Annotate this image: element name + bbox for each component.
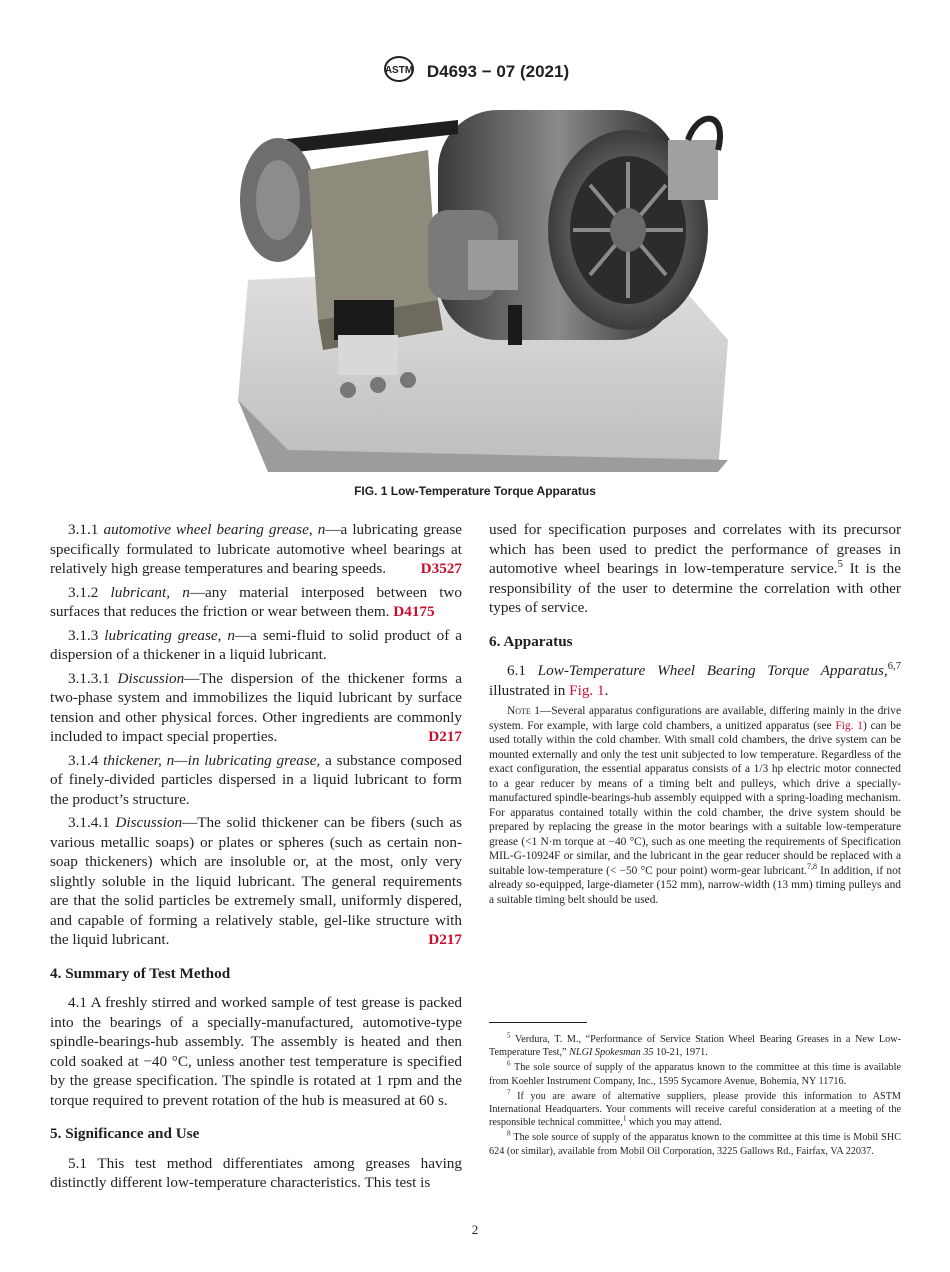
apparatus-photo <box>228 100 728 472</box>
note-1: Note 1—Several apparatus configurations are available, differing mainly in the drive system. For example, with large cold chambers, a unitized apparatus (see Fig. 1) can be used totally within the cold chamber. With small cold chambers, the drive system can be mounted externally and only the test unit subjected to low temperature. Regardless of the exact configuration, the essential apparatus consists of a 1/3 hp electric motor connected to a gear reducer by means of a timing belt and pulleys, which drive a specially-manufactured spindle-bearings-hub assembly equipped with a spring-loading mechanism. For apparatus contained totally within the cold chamber, the drive system should be prepared by replacing the grease in the motor bearings with a suitable low-temperature grease (<1 N·m torque at −40 °C), such as one meeting the requirements of Specification MIL-G-10924F or similar, and the lubricant in the gear reducer should be replaced with a suitable low-temperature (< −50 °C pour point) worm-gear lubricant.$^{7,8}$ In addition, if not already so-equipped, large-diameter (152 mm), narrow-width (13 mm) timing pulleys and a suitable timing belt should be used. <box>489 705 901 906</box>
paragraph-5-1: 5.1 This test method differentiates among greases having distinctly different low-temperature characteristics. This test is <box>50 1154 462 1191</box>
svg-text:ASTM: ASTM <box>384 65 414 76</box>
paragraph-3-1-2: 3.1.2 lubricant, n—any material interposed between two surfaces that reduces the friction or wear between them. D4175 <box>50 583 462 620</box>
reference-link[interactable]: D217 <box>428 728 462 745</box>
paragraph-3-1-1: 3.1.1 automotive wheel bearing grease, n—a lubricating grease specifically formulated to lubricate automotive wheel bearings at relatively high grease temperatures and bearing speeds. D3527 <box>50 521 462 577</box>
document-id: D4693 − 07 (2021) <box>426 61 570 81</box>
footnote-5: $^5$ Verdura, T. M., “Performance of Service Station Wheel Bearing Greases in a New Low-Temperature Test,” NLGI Spokesman 35 10-21, 1971. <box>489 1031 901 1059</box>
figure-caption: FIG. 1 Low-Temperature Torque Apparatus <box>354 484 596 498</box>
paragraph-3-1-4: 3.1.4 thickener, n—in lubricating grease, a substance composed of finely-divided particles dispersed in a liquid lubricant to form the product’s structure. <box>50 751 463 808</box>
footnote-ref[interactable]: 5 <box>837 558 843 570</box>
reference-link[interactable]: D4175 <box>393 603 435 620</box>
term: lubricating grease, n <box>104 626 235 644</box>
section-heading-4: 4. Summary of Test Method <box>50 964 231 982</box>
reference-link[interactable]: D217 <box>428 931 462 948</box>
paragraph-5-1-continued: used for specification purposes and correlates with its precursor which has been used to predict the performance of greases in automotive wheel bearings in low-temperature service.$^5$ It is the responsibility of the user to determine the correlation with other types of service. <box>489 521 902 616</box>
term: thickener, n—in lubricating grease <box>103 751 317 769</box>
term: Discussion <box>117 669 185 687</box>
term: Discussion <box>115 814 183 831</box>
footnote-6: $^6$ The sole source of supply of the apparatus known to the committee at this time is available from Koehler Instrument Company, Inc., 1595 Sycamore Avenue, Bohemia, NY 11716. <box>489 1060 901 1087</box>
paragraph-3-1-3: 3.1.3 lubricating grease, n—a semi-fluid to solid product of a dispersion of a thickener in a liquid lubricant. <box>50 626 462 663</box>
figure-link[interactable]: Fig. 1 <box>569 681 605 699</box>
footnote-ref[interactable]: 7,8 <box>806 861 817 871</box>
paragraph-3-1-3-1: 3.1.3.1 Discussion—The dispersion of the thickener forms a two-phase system and immobilizes the liquid lubricant by surface tension and other physical forces. Other ingredients are commonly included to impact special properties. D217 <box>50 669 462 745</box>
left-column <box>50 520 462 1197</box>
term: automotive wheel bearing grease, n <box>103 521 326 538</box>
section-heading-6: 6. Apparatus <box>489 632 573 650</box>
reference-link[interactable]: D3527 <box>420 560 462 577</box>
footnote-7: $^7$ If you are aware of alternative suppliers, please provide this information to ASTM International Headquarters. Your comments will receive careful consideration at a meeting of the responsible technical committee,$^1$ which you may attend. <box>489 1088 901 1129</box>
term: Low-Temperature Wheel Bearing Torque Apparatus, <box>537 662 888 679</box>
footnote-8: $^8$ The sole source of supply of the apparatus known to the committee at this time is Mobil SHC 624 (or similar), available from Mobil Oil Corporation, 3225 Gallows Rd., Fairfax, VA 22037. <box>489 1130 901 1157</box>
footnote-divider <box>489 1022 587 1023</box>
footnote-ref[interactable]: 6,7 <box>887 660 901 672</box>
section-heading-5: 5. Significance and Use <box>50 1125 200 1142</box>
page-header <box>0 54 950 89</box>
footnotes <box>489 1022 901 1160</box>
figure-link[interactable]: Fig. 1 <box>835 719 863 732</box>
astm-logo <box>381 54 417 89</box>
paragraph-3-1-4-1: 3.1.4.1 Discussion—The solid thickener can be fibers (such as various metallic soaps) or plates or spheres (such as certain non-soap thickeners) which are insoluble or, at the most, only very slightly soluble in the liquid lubricant. The general requirements are that the solid particles be extremely small, uniformly dispered, and capable of forming a relatively stable, gel-like structure with the liquid lubricant. D217 <box>50 814 463 948</box>
paragraph-4-1: 4.1 A freshly stirred and worked sample of test grease is packed into the bearings of a specially-manufactured, automotive-type spindle-bearings-hub assembly. The assembly is heated and then cold soaked at −40 °C, unless another test temperature is specified by the grease specification. The spindle is rotated at 1 rpm and the torque required to prevent rotation of the hub is measured at 60 s. <box>50 994 462 1109</box>
paragraph-6-1: 6.1 Low-Temperature Wheel Bearing Torque Apparatus,$^{6,7}$ illustrated in Fig. 1. <box>489 660 901 699</box>
term: lubricant, n <box>110 583 190 601</box>
right-column <box>489 520 901 911</box>
page-number: 2 <box>471 1222 479 1237</box>
